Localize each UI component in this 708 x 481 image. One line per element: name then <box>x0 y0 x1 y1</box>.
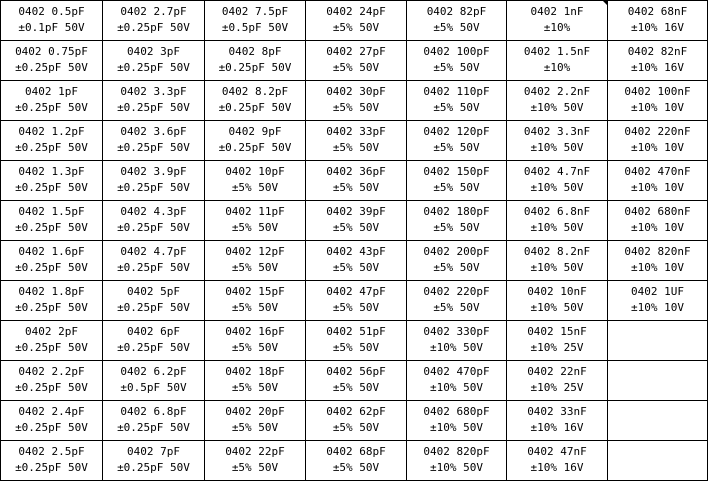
tolerance-voltage: ±5% 50V <box>332 421 380 434</box>
grid-cell <box>204 280 306 321</box>
tolerance-voltage <box>608 380 707 396</box>
tolerance-voltage: ±10% 25V <box>530 341 584 354</box>
tolerance-voltage: ±10% 50V <box>430 461 483 474</box>
tolerance-voltage: ±10% 50V <box>430 341 483 354</box>
tolerance-voltage: ±5% 50V <box>332 21 380 34</box>
tolerance-voltage: ±5% 50V <box>332 141 380 154</box>
grid-cell <box>204 80 306 121</box>
grid-cell <box>406 240 507 281</box>
tolerance-voltage: ±10% 50V <box>530 181 584 194</box>
tolerance-voltage: ±0.25pF 50V <box>15 461 88 474</box>
grid-cell <box>506 400 608 441</box>
part-value: 0402 100nF <box>624 85 691 98</box>
tolerance-voltage: ±5% 50V <box>231 341 279 354</box>
part-value: 0402 2.2nF <box>523 85 591 98</box>
tolerance-voltage: ±5% 50V <box>231 381 279 394</box>
grid-cell <box>305 40 407 81</box>
grid-cell <box>506 200 608 241</box>
part-value: 0402 82pF <box>426 5 487 18</box>
tolerance-voltage: ±5% 50V <box>231 461 279 474</box>
grid-cell <box>0 240 103 281</box>
grid-cell <box>0 280 103 321</box>
grid-cell <box>204 400 306 441</box>
tolerance-voltage: ±5% 50V <box>332 261 380 274</box>
grid-cell <box>0 400 103 441</box>
part-value: 0402 18pF <box>225 365 285 378</box>
grid-cell <box>506 360 608 401</box>
tolerance-voltage: ±10% 50V <box>530 301 584 314</box>
grid-cell <box>607 40 708 81</box>
grid-cell <box>102 120 205 161</box>
grid-cell <box>506 120 608 161</box>
grid-cell <box>204 200 306 241</box>
tolerance-voltage: ±0.25pF 50V <box>15 341 88 354</box>
grid-cell <box>406 440 507 481</box>
part-value: 0402 6.8nF <box>523 205 591 218</box>
grid-cell <box>102 40 205 81</box>
tolerance-voltage: ±5% 50V <box>433 261 480 274</box>
grid-cell <box>406 360 507 401</box>
grid-cell <box>102 280 205 321</box>
tolerance-voltage: ±5% 50V <box>231 301 279 314</box>
grid-cell <box>204 240 306 281</box>
tolerance-voltage: ±0.1pF 50V <box>18 21 85 34</box>
tolerance-voltage: ±0.25pF 50V <box>15 301 88 314</box>
part-value: 0402 680pF <box>423 405 490 418</box>
grid-cell <box>102 240 205 281</box>
part-value: 0402 6pF <box>127 325 180 338</box>
part-value: 0402 6.2pF <box>120 365 187 378</box>
tolerance-voltage: ±0.25pF 50V <box>117 261 190 274</box>
grid-cell <box>305 440 407 481</box>
tolerance-voltage: ±5% 50V <box>231 221 279 234</box>
part-value: 0402 200pF <box>423 245 490 258</box>
part-value: 0402 47pF <box>326 285 386 298</box>
part-value: 0402 1.5pF <box>18 205 85 218</box>
part-value: 0402 11pF <box>225 205 285 218</box>
part-value: 0402 62pF <box>326 405 386 418</box>
part-value: 0402 2pF <box>25 325 78 338</box>
tolerance-voltage: ±10% 50V <box>530 101 584 114</box>
grid-cell <box>506 280 608 321</box>
grid-cell <box>102 440 205 481</box>
tolerance-voltage <box>608 340 707 356</box>
part-value <box>608 444 707 460</box>
tolerance-voltage: ±5% 50V <box>332 181 380 194</box>
tolerance-voltage: ±10% 10V <box>631 301 684 314</box>
grid-cell <box>607 280 708 321</box>
grid-cell <box>406 200 507 241</box>
grid-cell <box>305 320 407 361</box>
grid-cell <box>0 200 103 241</box>
part-value: 0402 15pF <box>225 285 285 298</box>
part-value: 0402 3.6pF <box>120 125 187 138</box>
part-value: 0402 10nF <box>527 285 587 298</box>
part-value: 0402 7.5pF <box>221 5 289 18</box>
tolerance-voltage: ±5% 50V <box>231 181 279 194</box>
tolerance-voltage: ±0.25pF 50V <box>218 101 292 114</box>
tolerance-voltage: ±0.5pF 50V <box>120 381 187 394</box>
part-value: 0402 82nF <box>627 45 688 58</box>
tolerance-voltage: ±0.25pF 50V <box>15 221 88 234</box>
grid-cell <box>607 80 708 121</box>
tolerance-voltage: ±10% 50V <box>530 221 584 234</box>
grid-cell <box>0 360 103 401</box>
tolerance-voltage: ±10% 10V <box>631 141 684 154</box>
part-value: 0402 5pF <box>127 285 180 298</box>
tolerance-voltage: ±10% <box>543 21 571 34</box>
grid-cell <box>607 320 708 361</box>
grid-cell <box>0 160 103 201</box>
grid-cell <box>506 240 608 281</box>
tolerance-voltage: ±5% 50V <box>433 61 480 74</box>
tolerance-voltage: ±10% <box>543 61 571 74</box>
tolerance-voltage: ±0.25pF 50V <box>117 341 190 354</box>
tolerance-voltage: ±10% 16V <box>530 421 584 434</box>
part-value: 0402 1.6pF <box>18 245 85 258</box>
tolerance-voltage: ±10% 10V <box>631 221 684 234</box>
tolerance-voltage: ±5% 50V <box>433 301 480 314</box>
tolerance-voltage: ±0.25pF 50V <box>15 421 88 434</box>
grid-cell <box>102 80 205 121</box>
grid-cell <box>102 320 205 361</box>
part-value: 0402 12pF <box>225 245 285 258</box>
tolerance-voltage <box>608 460 707 476</box>
grid-cell <box>607 240 708 281</box>
part-value: 0402 56pF <box>326 365 386 378</box>
grid-cell <box>406 400 507 441</box>
part-value: 0402 6.8pF <box>120 405 187 418</box>
tolerance-voltage: ±5% 50V <box>332 101 380 114</box>
part-value: 0402 47nF <box>527 445 587 458</box>
tolerance-voltage: ±0.25pF 50V <box>15 141 88 154</box>
grid-cell <box>607 440 708 481</box>
part-value: 0402 22nF <box>527 365 587 378</box>
part-value: 0402 36pF <box>326 165 386 178</box>
grid-cell <box>406 0 507 41</box>
tolerance-voltage: ±5% 50V <box>433 21 480 34</box>
part-value: 0402 3pF <box>127 45 180 58</box>
grid-cell <box>102 400 205 441</box>
part-value: 0402 20pF <box>225 405 285 418</box>
grid-cell <box>607 160 708 201</box>
tolerance-voltage: ±5% 50V <box>231 421 279 434</box>
grid-cell <box>607 400 708 441</box>
part-value: 0402 1pF <box>25 85 78 98</box>
grid-cell <box>506 160 608 201</box>
part-value: 0402 30pF <box>326 85 386 98</box>
part-value: 0402 0.5pF <box>18 5 85 18</box>
part-value: 0402 2.4pF <box>18 405 85 418</box>
part-value: 0402 22pF <box>225 445 285 458</box>
part-value: 0402 2.2pF <box>18 365 85 378</box>
grid-cell <box>0 320 103 361</box>
grid-cell <box>506 40 608 81</box>
grid-cell <box>0 440 103 481</box>
tolerance-voltage: ±0.25pF 50V <box>15 61 88 74</box>
grid-cell <box>204 320 306 361</box>
part-value: 0402 820pF <box>423 445 490 458</box>
tolerance-voltage: ±5% 50V <box>332 301 380 314</box>
grid-cell <box>102 200 205 241</box>
part-value: 0402 33nF <box>527 405 587 418</box>
part-value: 0402 1.3pF <box>18 165 85 178</box>
tolerance-voltage: ±10% 50V <box>430 421 483 434</box>
tolerance-voltage: ±5% 50V <box>433 221 480 234</box>
part-value: 0402 3.9pF <box>120 165 187 178</box>
grid-cell <box>406 40 507 81</box>
part-value: 0402 1.5nF <box>523 45 591 58</box>
part-value <box>608 404 707 420</box>
grid-cell <box>406 320 507 361</box>
part-value: 0402 10pF <box>225 165 285 178</box>
grid-cell <box>607 0 708 41</box>
part-value: 0402 150pF <box>423 165 490 178</box>
part-value: 0402 8.2pF <box>221 85 289 98</box>
grid-cell <box>305 400 407 441</box>
grid-cell <box>204 360 306 401</box>
grid-cell <box>305 200 407 241</box>
tolerance-voltage: ±0.25pF 50V <box>117 181 190 194</box>
grid-cell <box>305 80 407 121</box>
grid-cell <box>406 80 507 121</box>
grid-cell <box>305 360 407 401</box>
tolerance-voltage <box>608 420 707 436</box>
grid-cell <box>607 120 708 161</box>
part-value: 0402 1nF <box>530 5 584 18</box>
tolerance-voltage: ±10% 50V <box>430 381 483 394</box>
tolerance-voltage: ±5% 50V <box>332 381 380 394</box>
tolerance-voltage: ±10% 16V <box>631 21 684 34</box>
tolerance-voltage: ±0.25pF 50V <box>15 101 88 114</box>
part-value: 0402 820nF <box>624 245 691 258</box>
tolerance-voltage: ±10% 16V <box>530 461 584 474</box>
part-value: 0402 330pF <box>423 325 490 338</box>
grid-cell <box>506 320 608 361</box>
grid-cell <box>305 160 407 201</box>
grid-cell <box>607 360 708 401</box>
grid-cell <box>102 360 205 401</box>
tolerance-voltage: ±0.25pF 50V <box>117 21 190 34</box>
part-value: 0402 33pF <box>326 125 386 138</box>
tolerance-voltage: ±0.25pF 50V <box>117 301 190 314</box>
tolerance-voltage: ±0.25pF 50V <box>117 421 190 434</box>
part-value: 0402 180pF <box>423 205 490 218</box>
grid-cell <box>406 120 507 161</box>
part-value: 0402 43pF <box>326 245 386 258</box>
part-value: 0402 470nF <box>624 165 691 178</box>
cell-corner-marker <box>603 1 608 6</box>
part-value: 0402 8pF <box>228 45 282 58</box>
tolerance-voltage: ±0.25pF 50V <box>117 221 190 234</box>
grid-cell <box>506 80 608 121</box>
tolerance-voltage: ±10% 25V <box>530 381 584 394</box>
grid-cell <box>204 440 306 481</box>
grid-cell <box>305 120 407 161</box>
part-value: 0402 4.3pF <box>120 205 187 218</box>
grid-cell <box>0 120 103 161</box>
tolerance-voltage: ±10% 10V <box>631 261 684 274</box>
grid-cell <box>506 440 608 481</box>
tolerance-voltage: ±10% 50V <box>530 261 584 274</box>
grid-cell <box>506 0 608 41</box>
part-value <box>608 324 707 340</box>
tolerance-voltage: ±5% 50V <box>332 61 380 74</box>
part-value: 0402 24pF <box>326 5 386 18</box>
tolerance-voltage: ±0.25pF 50V <box>15 261 88 274</box>
part-value: 0402 3.3pF <box>120 85 187 98</box>
grid-cell <box>204 0 306 41</box>
tolerance-voltage: ±0.25pF 50V <box>117 141 190 154</box>
tolerance-voltage: ±0.5pF 50V <box>221 21 289 34</box>
grid-cell <box>305 240 407 281</box>
grid-cell <box>406 160 507 201</box>
grid-cell <box>102 160 205 201</box>
tolerance-voltage: ±0.25pF 50V <box>218 141 292 154</box>
part-value: 0402 220nF <box>624 125 691 138</box>
tolerance-voltage: ±10% 10V <box>631 181 684 194</box>
part-value: 0402 7pF <box>127 445 180 458</box>
tolerance-voltage: ±0.25pF 50V <box>117 61 190 74</box>
grid-cell <box>607 200 708 241</box>
tolerance-voltage: ±0.25pF 50V <box>218 61 292 74</box>
tolerance-voltage: ±5% 50V <box>433 101 480 114</box>
grid-cell <box>0 40 103 81</box>
part-value: 0402 68pF <box>326 445 386 458</box>
tolerance-voltage: ±0.25pF 50V <box>15 381 88 394</box>
grid-cell <box>102 0 205 41</box>
part-value: 0402 0.75pF <box>15 45 88 58</box>
part-value: 0402 15nF <box>527 325 587 338</box>
part-value: 0402 68nF <box>627 5 688 18</box>
tolerance-voltage: ±0.25pF 50V <box>117 101 190 114</box>
part-value: 0402 8.2nF <box>523 245 591 258</box>
part-value: 0402 39pF <box>326 205 386 218</box>
tolerance-voltage: ±5% 50V <box>332 341 380 354</box>
tolerance-voltage: ±5% 50V <box>231 261 279 274</box>
part-value: 0402 2.5pF <box>18 445 85 458</box>
part-value: 0402 1UF <box>631 285 684 298</box>
grid-cell <box>406 280 507 321</box>
grid-cell <box>0 0 103 41</box>
tolerance-voltage: ±0.25pF 50V <box>15 181 88 194</box>
part-value: 0402 51pF <box>326 325 386 338</box>
tolerance-voltage: ±10% 16V <box>631 61 684 74</box>
tolerance-voltage: ±10% 50V <box>530 141 584 154</box>
part-value: 0402 1.2pF <box>18 125 85 138</box>
part-value: 0402 2.7pF <box>120 5 187 18</box>
grid-cell <box>305 0 407 41</box>
part-value: 0402 680nF <box>624 205 691 218</box>
tolerance-voltage: ±5% 50V <box>433 141 480 154</box>
part-value: 0402 220pF <box>423 285 490 298</box>
part-value: 0402 110pF <box>423 85 490 98</box>
part-value: 0402 120pF <box>423 125 490 138</box>
part-value: 0402 9pF <box>228 125 282 138</box>
tolerance-voltage: ±5% 50V <box>332 221 380 234</box>
grid-cell <box>0 80 103 121</box>
part-value: 0402 16pF <box>225 325 285 338</box>
part-value: 0402 470pF <box>423 365 490 378</box>
grid-cell <box>204 160 306 201</box>
grid-cell <box>305 280 407 321</box>
part-value: 0402 3.3nF <box>523 125 591 138</box>
part-value: 0402 100pF <box>423 45 490 58</box>
tolerance-voltage: ±10% 10V <box>631 101 684 114</box>
part-value: 0402 4.7nF <box>523 165 591 178</box>
tolerance-voltage: ±5% 50V <box>332 461 380 474</box>
tolerance-voltage: ±0.25pF 50V <box>117 461 190 474</box>
grid-cell <box>204 40 306 81</box>
part-value: 0402 1.8pF <box>18 285 85 298</box>
part-value: 0402 27pF <box>326 45 386 58</box>
part-value <box>608 364 707 380</box>
tolerance-voltage: ±5% 50V <box>433 181 480 194</box>
grid-cell <box>204 120 306 161</box>
part-value: 0402 4.7pF <box>120 245 187 258</box>
